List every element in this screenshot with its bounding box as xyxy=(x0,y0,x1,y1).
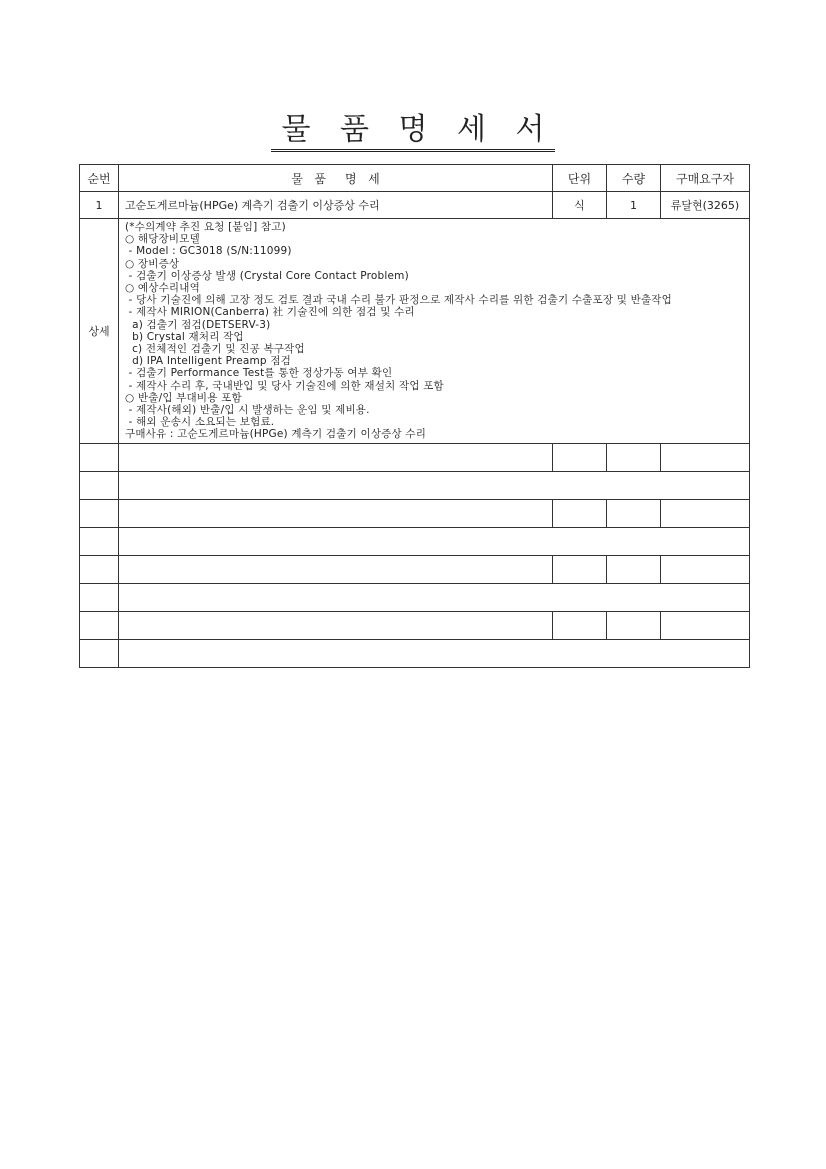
empty-cell xyxy=(553,611,607,639)
detail-line: a) 검출기 점검(DETSERV-3) xyxy=(125,318,271,331)
empty-item-row xyxy=(80,443,750,471)
empty-cell xyxy=(119,527,750,555)
detail-line: d) IPA Intelligent Preamp 점검 xyxy=(125,355,292,368)
empty-detail-row xyxy=(80,639,750,667)
empty-cell xyxy=(661,611,750,639)
empty-cell xyxy=(80,471,119,499)
header-requester: 구매요구자 xyxy=(661,165,750,192)
item-requester: 류달현(3265) xyxy=(661,192,750,219)
header-unit: 단위 xyxy=(553,165,607,192)
document-title-wrap xyxy=(0,112,826,152)
empty-cell xyxy=(661,443,750,471)
detail-row xyxy=(80,219,750,444)
empty-cell xyxy=(607,443,661,471)
empty-cell xyxy=(607,611,661,639)
detail-line: ○ 장비증상 xyxy=(125,257,180,270)
empty-cell xyxy=(119,611,553,639)
empty-cell xyxy=(661,555,750,583)
empty-cell xyxy=(607,555,661,583)
empty-cell xyxy=(80,443,119,471)
document-title: 물 품 명 세 서 xyxy=(271,112,554,152)
item-unit: 식 xyxy=(553,192,607,219)
empty-cell xyxy=(553,443,607,471)
empty-cell xyxy=(661,499,750,527)
detail-line: (*수의계약 추진 요청 [붙임] 참고) xyxy=(125,221,286,233)
empty-cell xyxy=(119,443,553,471)
empty-detail-row xyxy=(80,471,750,499)
spec-table xyxy=(79,164,750,668)
detail-line: b) Crystal 재처리 작업 xyxy=(125,330,244,343)
empty-cell xyxy=(119,499,553,527)
detail-line: ○ 반출/입 부대비용 포함 xyxy=(125,391,242,404)
detail-line: - 검출기 Performance Test를 통한 정상가동 여부 확인 xyxy=(125,367,393,380)
empty-cell xyxy=(80,499,119,527)
empty-cell xyxy=(80,639,119,667)
empty-cell xyxy=(119,639,750,667)
empty-cell xyxy=(553,555,607,583)
empty-cell xyxy=(553,499,607,527)
empty-cell xyxy=(119,471,750,499)
detail-line: - 해외 운송시 소요되는 보험료. xyxy=(125,416,275,429)
empty-cell xyxy=(80,583,119,611)
detail-line: 구매사유 : 고순도게르마늄(HPGe) 계측기 검출기 이상증상 수리 xyxy=(125,428,427,441)
empty-detail-row xyxy=(80,583,750,611)
detail-line: - 제작사 MIRION(Canberra) 社 기술진에 의한 점검 및 수리 xyxy=(125,306,415,319)
detail-line: c) 전체적인 검출기 및 진공 복구작업 xyxy=(125,343,305,356)
empty-cell xyxy=(607,499,661,527)
detail-label: 상세 xyxy=(80,219,119,444)
detail-line: ○ 예상수리내역 xyxy=(125,282,200,295)
empty-cell xyxy=(80,555,119,583)
header-spec: 물 품 명 세 xyxy=(119,165,553,192)
header-qty: 수량 xyxy=(607,165,661,192)
empty-cell xyxy=(119,555,553,583)
header-row xyxy=(80,165,750,192)
detail-line: - 제작사 수리 후, 국내반입 및 당사 기술진에 의한 재설치 작업 포함 xyxy=(125,379,444,392)
detail-line: - Model : GC3018 (S/N:11099) xyxy=(125,245,292,258)
empty-cell xyxy=(80,611,119,639)
empty-cell xyxy=(119,583,750,611)
empty-item-row xyxy=(80,611,750,639)
detail-line: - 검출기 이상증상 발생 (Crystal Core Contact Problem) xyxy=(125,269,409,282)
detail-line: - 제작사(해외) 반출/입 시 발생하는 운임 및 제비용. xyxy=(125,404,370,417)
empty-item-row xyxy=(80,499,750,527)
empty-detail-row xyxy=(80,527,750,555)
empty-cell xyxy=(80,527,119,555)
detail-line: ○ 해당장비모델 xyxy=(125,233,200,246)
detail-content xyxy=(119,219,750,444)
header-no: 순번 xyxy=(80,165,119,192)
item-row xyxy=(80,192,750,219)
item-qty: 1 xyxy=(607,192,661,219)
item-name: 고순도게르마늄(HPGe) 계측기 검출기 이상증상 수리 xyxy=(119,192,553,219)
empty-item-row xyxy=(80,555,750,583)
item-no: 1 xyxy=(80,192,119,219)
detail-line: - 당사 기술진에 의해 고장 정도 검토 결과 국내 수리 불가 판정으로 제작사 수리를 위한 검출기 수출포장 및 반출작업 xyxy=(125,294,672,307)
